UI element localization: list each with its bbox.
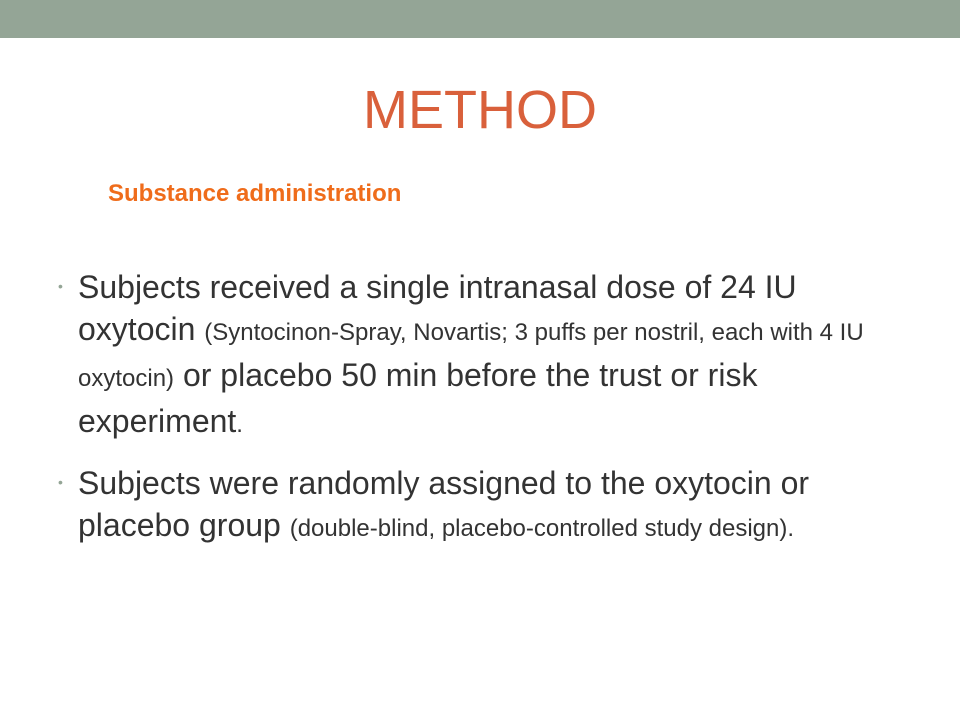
bullet-1-text-parenthetical: (Syntocinon-Spray, Novartis; 3 puffs per nostril, each with 4 IU oxytocin) xyxy=(78,319,864,392)
bullet-item-1 xyxy=(58,266,908,446)
bullet-dot-icon: • xyxy=(58,474,63,490)
bullet-item-2 xyxy=(58,462,908,550)
bullet-dot-icon: • xyxy=(58,278,63,294)
bullet-2-text-main: Subjects were randomly assigned to the oxytocin or placebo group xyxy=(78,465,810,543)
bullet-list xyxy=(58,266,908,566)
bullet-2-text-parenthetical: (double-blind, placebo-controlled study design). xyxy=(289,515,795,542)
slide-subtitle: Substance administration xyxy=(108,180,402,207)
bullet-1-text-period: . xyxy=(236,411,243,438)
slide-title: METHOD xyxy=(363,80,597,140)
top-accent-bar xyxy=(0,0,960,38)
bullet-1-text-main: Subjects received a single intranasal dose of 24 IU oxytocin xyxy=(78,269,797,347)
bullet-1-text-continued: or placebo 50 min before the trust or risk experiment xyxy=(78,357,758,439)
